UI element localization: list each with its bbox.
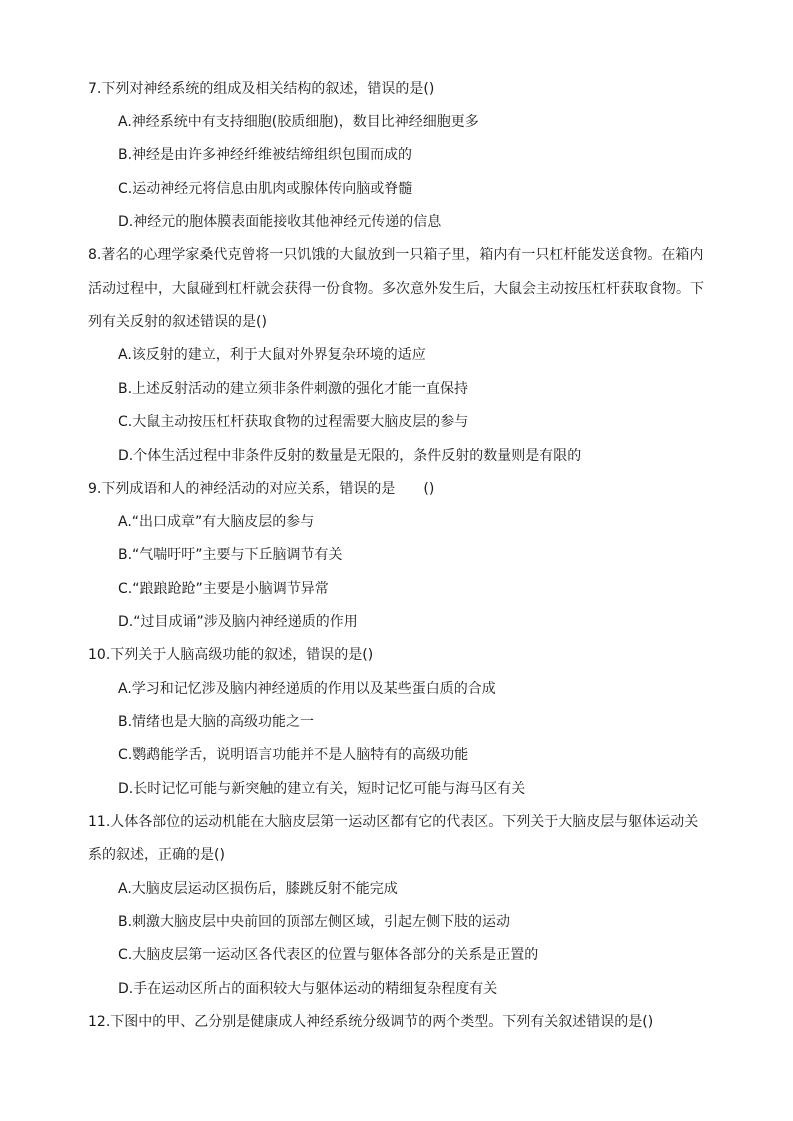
question-10-stem: 10.下列关于人脑高级功能的叙述，错误的是() <box>88 647 374 663</box>
question-11-option-d: D.手在运动区所占的面积较大与躯体运动的精细复杂程度有关 <box>118 981 498 997</box>
question-8-option-c: C.大鼠主动按压杠杆获取食物的过程需要大脑皮层的参与 <box>118 414 469 430</box>
question-9-option-c: C.“踉踉跄跄”主要是小脑调节异常 <box>118 581 329 597</box>
question-9-option-b: B.“气喘吁吁”主要与下丘脑调节有关 <box>118 547 343 563</box>
question-11-stem-line-2: 系的叙述，正确的是() <box>88 847 225 863</box>
question-7-option-c: C.运动神经元将信息由肌肉或腺体传向脑或脊髓 <box>118 181 413 197</box>
question-11-option-b: B.刺激大脑皮层中央前回的顶部左侧区域，引起左侧下肢的运动 <box>118 914 511 930</box>
question-10-option-b: B.情绪也是大脑的高级功能之一 <box>118 714 315 730</box>
question-7-stem: 7.下列对神经系统的组成及相关结构的叙述，错误的是() <box>88 81 435 97</box>
question-7-option-b: B.神经是由许多神经纤维被结缔组织包围而成的 <box>118 147 413 163</box>
question-9-stem: 9.下列成语和人的神经活动的对应关系，错误的是 () <box>88 481 435 497</box>
question-9-option-a: A.“出口成章”有大脑皮层的参与 <box>118 514 315 530</box>
question-12-stem: 12.下图中的甲、乙分别是健康成人神经系统分级调节的两个类型。下列有关叙述错误的是() <box>88 1014 654 1030</box>
question-10-option-d: D.长时记忆可能与新突触的建立有关，短时记忆可能与海马区有关 <box>118 781 526 797</box>
question-11-option-a: A.大脑皮层运动区损伤后，膝跳反射不能完成 <box>118 881 398 897</box>
question-11-stem-line-1: 11.人体各部位的运动机能在大脑皮层第一运动区都有它的代表区。下列关于大脑皮层与躯体运动关 <box>88 814 699 830</box>
question-8-option-d: D.个体生活过程中非条件反射的数量是无限的，条件反射的数量则是有限的 <box>118 448 582 464</box>
question-8-stem-line-3: 列有关反射的叙述错误的是() <box>88 314 267 330</box>
question-8-stem-line-1: 8.著名的心理学家桑代克曾将一只饥饿的大鼠放到一只箱子里，箱内有一只杠杆能发送食物。在箱内 <box>88 247 704 263</box>
question-7-option-d: D.神经元的胞体膜表面能接收其他神经元传递的信息 <box>118 214 442 230</box>
question-11-option-c: C.大脑皮层第一运动区各代表区的位置与躯体各部分的关系是正置的 <box>118 947 539 963</box>
question-7-option-a: A.神经系统中有支持细胞(胶质细胞)，数目比神经细胞更多 <box>118 114 479 130</box>
question-10-option-a: A.学习和记忆涉及脑内神经递质的作用以及某些蛋白质的合成 <box>118 681 496 697</box>
question-8-option-b: B.上述反射活动的建立须非条件刺激的强化才能一直保持 <box>118 381 469 397</box>
question-9-option-d: D.“过目成诵”涉及脑内神经递质的作用 <box>118 614 358 630</box>
question-10-option-c: C.鹦鹉能学舌，说明语言功能并不是人脑特有的高级功能 <box>118 747 469 763</box>
question-8-option-a: A.该反射的建立，利于大鼠对外界复杂环境的适应 <box>118 347 426 363</box>
question-8-stem-line-2: 活动过程中，大鼠碰到杠杆就会获得一份食物。多次意外发生后，大鼠会主动按压杠杆获取食物。下 <box>88 281 704 297</box>
